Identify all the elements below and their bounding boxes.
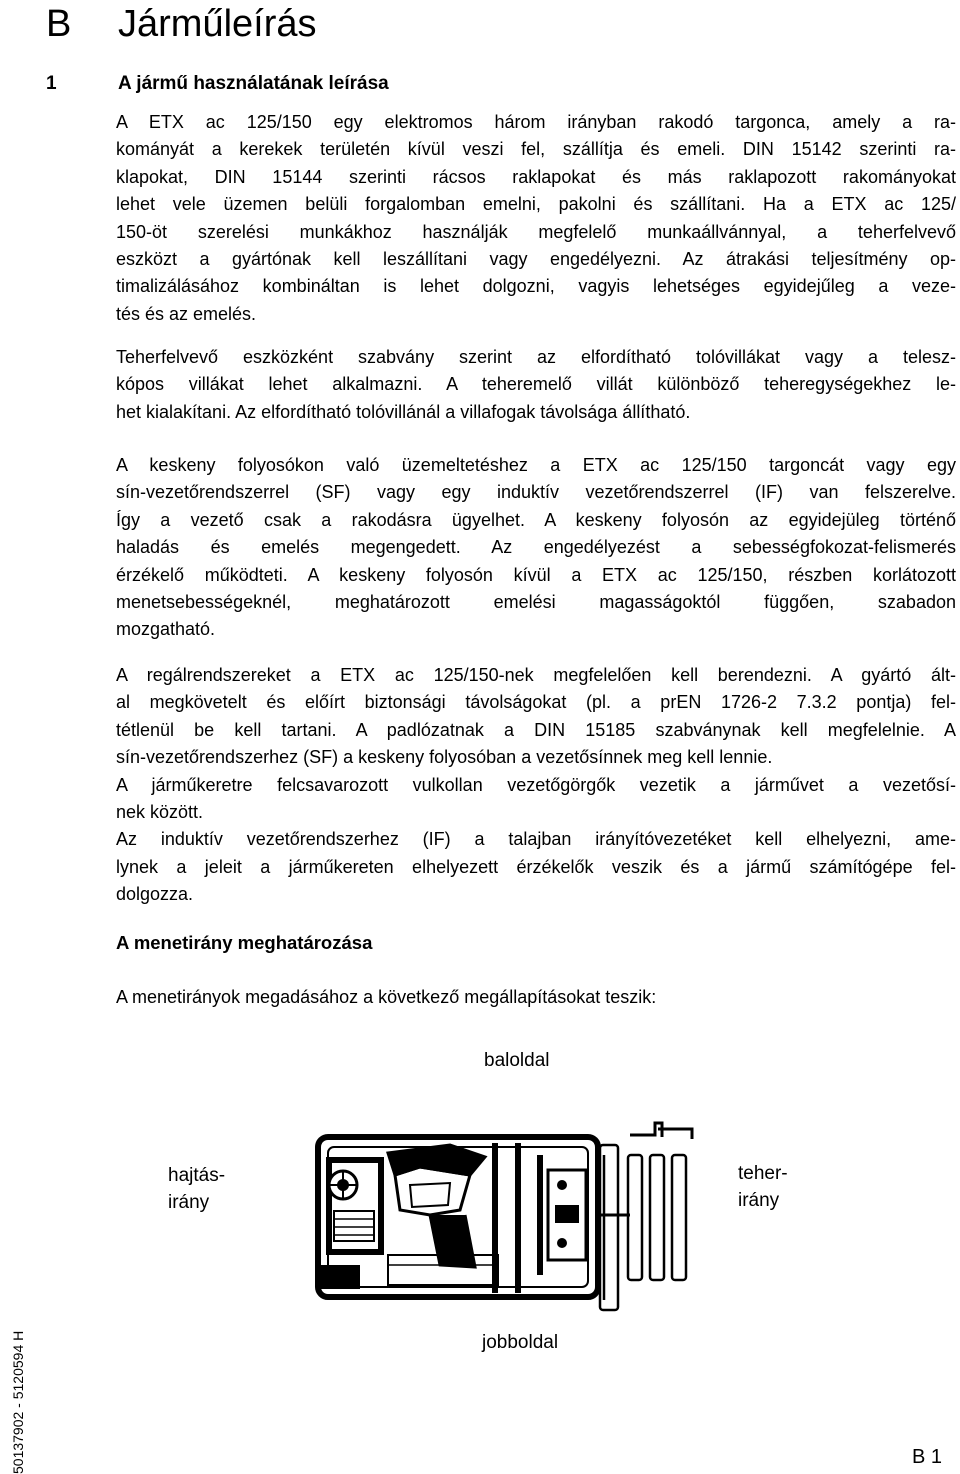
- text-line: klapokat, DIN 15144 szerinti rácsos raklapokat és más raklapozott rakományokat: [116, 166, 956, 187]
- text-line: timalizálásához kombináltan is lehet dolgozni, vagyis lehetséges egyidejűleg a veze-: [116, 276, 956, 297]
- paragraph-rack-system: [116, 662, 956, 909]
- forklift-top-view-diagram: [300, 1115, 720, 1320]
- text-line: Teherfelvevő eszközként szabvány szerint az elfordítható tolóvillákat vagy a telesz-: [116, 347, 956, 367]
- paragraph-usage: [116, 109, 956, 328]
- text-line: A ETX ac 125/150 egy elektromos három irányban rakodó targonca, amely a ra-: [116, 112, 956, 132]
- direction-heading: A menetirány meghatározása: [116, 932, 373, 953]
- text-line: mozgatható.: [116, 619, 216, 640]
- paragraph-load-handling: [116, 344, 956, 426]
- text-line: kópos villákat lehet alkalmazni. A teheremelő villát különböző teheregységekhez le-: [116, 374, 956, 395]
- text-line: A regálrendszereket a ETX ac 125/150-nek megfelelően kell berendezni. A gyártó ált-: [116, 665, 956, 685]
- text-line: sín-vezetőrendszerrel (SF) vagy egy induktív vezetőrendszerrel (IF) van felszerelve.: [116, 482, 956, 503]
- label-drive-direction-2: irány: [168, 1192, 210, 1213]
- text-line: Az induktív vezetőrendszerhez (IF) a talajban irányítóvezetéket kell elhelyezni, ame-: [116, 829, 956, 850]
- text-line: kományát a kerekek területén kívül veszi fel, szállítja és emeli. DIN 15142 szerinti ra-: [116, 139, 956, 160]
- text-line: nek között.: [116, 802, 204, 823]
- label-left-side: baloldal: [484, 1050, 550, 1071]
- text-line: al megkövetelt és előírt biztonsági távolságokat (pl. a prEN 1726-2 7.3.2 pontja) fel-: [116, 692, 956, 713]
- label-right-side: jobboldal: [482, 1332, 559, 1353]
- text-line: eszközt a gyártónak kell leszállítani vagy engedélyezni. Az átrakási teljesítmény op-: [116, 249, 956, 270]
- text-line: tés és az emelés.: [116, 303, 257, 324]
- text-line: 150-öt szerelési munkákhoz használják megfelelő munkaállvánnyal, a teherfelvevő: [116, 221, 956, 242]
- chapter-title: Járműleírás: [118, 3, 317, 45]
- direction-intro: [116, 984, 956, 1011]
- page-number: B 1: [911, 1446, 942, 1468]
- text-line: dolgozza.: [116, 884, 194, 905]
- text-line: Így a vezető csak a rakodásra ügyelhet. A keskeny folyosón az egyidejüleg történő: [116, 509, 956, 530]
- label-load-direction-1: teher-: [738, 1163, 788, 1184]
- text-line: tétlenül be kell tartani. A padlózatnak a DIN 15185 szabványnak kell megfelelnie. A: [116, 719, 956, 740]
- section-number: 1: [46, 73, 57, 94]
- text-line: het kialakítani. Az elfordítható tolóvillánál a villafogak távolsága állítható.: [116, 401, 691, 422]
- label-load-direction-2: irány: [738, 1190, 780, 1211]
- section-title: A jármű használatának leírása: [118, 73, 389, 94]
- paragraph-narrow-aisle: [116, 452, 956, 644]
- forks: [600, 1145, 686, 1310]
- chapter-letter: B: [46, 3, 72, 45]
- text-line: sín-vezetőrendszerhez (SF) a keskeny folyosóban a vezetősínnek meg kell lennie.: [116, 747, 773, 768]
- text-line: menetsebességeknél, meghatározott emelési magasságoktól függően, szabadon: [116, 592, 956, 613]
- text-line: A járműkeretre felcsavarozott vulkollan vezetőgörgők vezetik a járművet a vezetősí-: [116, 774, 956, 795]
- text-line: haladás és emelés megengedett. Az engedélyezést a sebességfokozat-felismerés: [116, 537, 956, 558]
- text-line: A menetirányok megadásához a következő megállapításokat teszik:: [116, 987, 657, 1007]
- text-line: lynek a jeleit a járműkereten elhelyezett érzékelők veszik és a jármű számítógépe fel-: [116, 856, 956, 877]
- document-code: 50137902 - 5120594 H: [10, 1330, 26, 1474]
- text-line: A keskeny folyosókon való üzemeltetéshez a ETX ac 125/150 targoncát vagy egy: [116, 455, 956, 475]
- text-line: lehet vele üzemen belüli forgalomban emelni, pakolni és szállítani. Ha a ETX ac 125/: [116, 194, 956, 215]
- label-drive-direction-1: hajtás-: [168, 1165, 226, 1186]
- mast-top-bracket: [630, 1123, 692, 1139]
- text-line: érzékelő működteti. A keskeny folyosón kívül a ETX ac 125/150, részben korlátozott: [116, 564, 956, 585]
